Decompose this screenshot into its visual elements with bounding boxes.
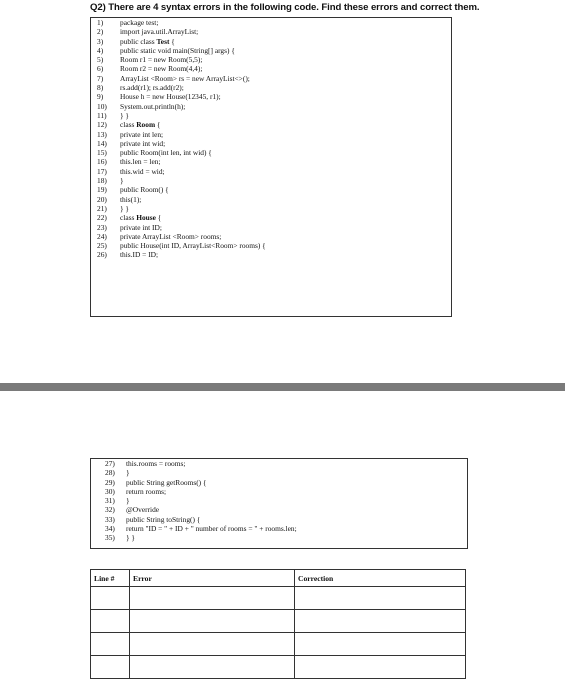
- code-line: [91, 55, 451, 64]
- line-number: 34): [105, 524, 115, 534]
- code-line: [91, 64, 451, 73]
- code-text: ArrayList <Room> rs = new ArrayList<>();: [120, 73, 250, 83]
- line-number: 19): [97, 185, 107, 195]
- code-text: public static void main(String[] args) {: [120, 45, 235, 55]
- code-text-suffix: {: [155, 120, 161, 130]
- code-line: [91, 232, 451, 241]
- code-line: [91, 524, 467, 533]
- error-cell[interactable]: [130, 587, 295, 610]
- line-number: 23): [97, 222, 107, 232]
- code-text: public String getRooms() {: [126, 477, 207, 487]
- code-line: [91, 139, 451, 148]
- code-text: House h = new House(12345, r1);: [120, 92, 221, 102]
- line-number: 31): [105, 496, 115, 506]
- line-number: 25): [97, 241, 107, 251]
- answer-table: [90, 569, 466, 679]
- code-line: [91, 478, 467, 487]
- code-line: [91, 130, 451, 139]
- line-number: 3): [97, 36, 104, 46]
- line-number: 11): [97, 110, 107, 120]
- code-line: [91, 120, 451, 129]
- code-listing-part-1: [90, 17, 452, 317]
- code-text: private ArrayList <Room> rooms;: [120, 231, 222, 241]
- line-number: 29): [105, 477, 115, 487]
- code-line: [91, 204, 451, 213]
- line-number: 14): [97, 138, 107, 148]
- line-number: 17): [97, 166, 107, 176]
- code-line: [91, 102, 451, 111]
- code-listing-part-2: [90, 458, 468, 549]
- code-text: public House(int ID, ArrayList<Room> rooms) {: [120, 241, 266, 251]
- code-text: private int len;: [120, 129, 164, 139]
- code-text-prefix: class: [120, 213, 137, 223]
- line-number: 10): [97, 101, 107, 111]
- code-line: [91, 250, 451, 259]
- worksheet-page-2: [0, 391, 565, 700]
- line-number: 30): [105, 486, 115, 496]
- answer-row: [91, 610, 466, 633]
- code-line: [91, 167, 451, 176]
- line-number: 27): [105, 459, 115, 468]
- code-text: Room r1 = new Room(5,5);: [120, 55, 203, 65]
- line-number: 22): [97, 213, 107, 223]
- code-text: } }: [126, 533, 135, 543]
- code-line: [91, 74, 451, 83]
- code-text: rs.add(r1); rs.add(r2);: [120, 83, 184, 93]
- line-number-cell[interactable]: [91, 656, 130, 679]
- code-line: [91, 18, 451, 27]
- question-heading: Q2) There are 4 syntax errors in the following code. Find these errors and correct them.: [90, 2, 480, 13]
- correction-cell[interactable]: [295, 633, 466, 656]
- correction-cell[interactable]: [295, 610, 466, 633]
- line-number-cell[interactable]: [91, 633, 130, 656]
- class-name: Room: [136, 120, 156, 130]
- header-correction: Correction: [295, 570, 466, 587]
- code-text: package test;: [120, 18, 159, 27]
- error-cell[interactable]: [130, 656, 295, 679]
- code-text: private int ID;: [120, 222, 162, 232]
- line-number-cell[interactable]: [91, 587, 130, 610]
- code-line: [91, 487, 467, 496]
- line-number: 24): [97, 231, 107, 241]
- line-number: 13): [97, 129, 107, 139]
- class-name: Test: [156, 36, 170, 46]
- class-name: House: [136, 213, 156, 223]
- line-number: 32): [105, 505, 115, 515]
- code-text-suffix: {: [155, 213, 162, 223]
- code-text: } }: [120, 203, 129, 213]
- line-number: 20): [97, 194, 107, 204]
- code-text: import java.util.ArrayList;: [120, 27, 199, 37]
- code-text: this.len = len;: [120, 157, 161, 167]
- code-line: [91, 223, 451, 232]
- line-number: 9): [97, 92, 104, 102]
- line-number: 1): [97, 18, 104, 27]
- code-line: [91, 515, 467, 524]
- error-cell[interactable]: [130, 610, 295, 633]
- line-number: 12): [97, 120, 107, 130]
- code-line: [91, 27, 451, 36]
- header-line-number: Line #: [91, 570, 130, 587]
- line-number: 28): [105, 468, 115, 478]
- line-number-cell[interactable]: [91, 610, 130, 633]
- code-text: public Room(int len, int wid) {: [120, 148, 212, 158]
- correction-cell[interactable]: [295, 587, 466, 610]
- code-text: this.wid = wid;: [120, 166, 165, 176]
- code-text: this(1);: [120, 194, 142, 204]
- code-line: [91, 241, 451, 250]
- answer-table-header: [91, 570, 466, 587]
- line-number: 15): [97, 148, 107, 158]
- answer-row: [91, 587, 466, 610]
- code-text: System.out.println(h);: [120, 101, 186, 111]
- code-line: [91, 195, 451, 204]
- line-number: 2): [97, 27, 104, 37]
- line-number: 33): [105, 514, 115, 524]
- code-line: [91, 533, 467, 542]
- code-line: [91, 46, 451, 55]
- code-line: [91, 37, 451, 46]
- line-number: 21): [97, 203, 107, 213]
- code-text: [120, 37, 175, 46]
- code-text: this.ID = ID;: [120, 250, 159, 260]
- code-text: }: [120, 176, 124, 186]
- page-separator: [0, 383, 565, 391]
- code-line: [91, 505, 467, 514]
- code-text: return "ID = " + ID + " number of rooms = " + rooms.len;: [126, 524, 297, 534]
- code-line: [91, 92, 451, 101]
- code-text-suffix: {: [169, 36, 175, 46]
- code-text-prefix: class: [120, 120, 137, 130]
- code-text: @Override: [126, 505, 160, 515]
- code-line: [91, 111, 451, 120]
- code-text: [120, 213, 161, 222]
- header-error: Error: [130, 570, 295, 587]
- answer-row: [91, 633, 466, 656]
- line-number: 5): [97, 55, 104, 65]
- code-line: [91, 213, 451, 222]
- line-number: 7): [97, 73, 104, 83]
- line-number: 35): [105, 533, 115, 543]
- line-number: 16): [97, 157, 107, 167]
- correction-cell[interactable]: [295, 656, 466, 679]
- code-text: public String toString() {: [126, 514, 201, 524]
- line-number: 6): [97, 64, 104, 74]
- code-text: return rooms;: [126, 486, 167, 496]
- code-text-prefix: public class: [120, 36, 157, 46]
- code-text: this.rooms = rooms;: [126, 459, 186, 468]
- answer-row: [91, 656, 466, 679]
- line-number: 8): [97, 83, 104, 93]
- line-number: 18): [97, 176, 107, 186]
- code-text: private int wid;: [120, 138, 166, 148]
- code-line: [91, 157, 451, 166]
- code-line: [91, 468, 467, 477]
- code-text: } }: [120, 110, 129, 120]
- code-line: [91, 496, 467, 505]
- code-text: Room r2 = new Room(4,4);: [120, 64, 203, 74]
- code-text: [120, 120, 161, 129]
- line-number: 26): [97, 250, 107, 260]
- code-line: [91, 176, 451, 185]
- code-line: [91, 459, 467, 468]
- code-line: [91, 83, 451, 92]
- line-number: 4): [97, 45, 104, 55]
- error-cell[interactable]: [130, 633, 295, 656]
- code-line: [91, 185, 451, 194]
- code-line: [91, 148, 451, 157]
- code-text: public Room() {: [120, 185, 169, 195]
- code-text: }: [126, 496, 130, 506]
- code-text: }: [126, 468, 130, 478]
